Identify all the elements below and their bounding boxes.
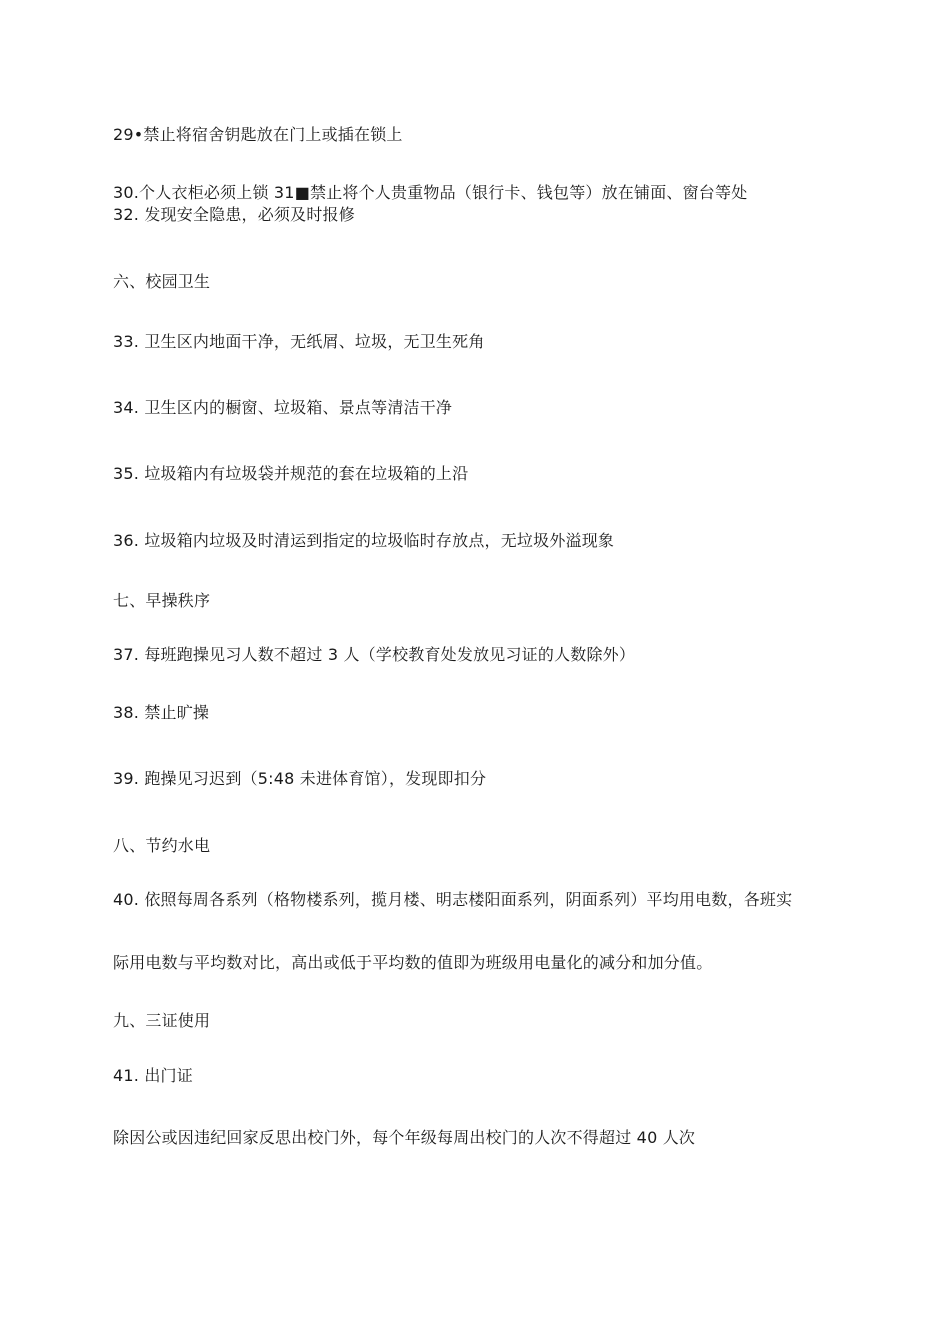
- section-heading-three-certificates: 九、三证使用: [113, 1011, 211, 1030]
- section-heading-morning-exercise: 七、早操秩序: [113, 591, 211, 610]
- rule-40-line-1: 40. 依照每周各系列（格物楼系列，揽月楼、明志楼阳面系列，阴面系列）平均用电数，各班实: [113, 890, 793, 909]
- rule-41: 41. 出门证: [113, 1066, 193, 1085]
- rule-41-detail: 除因公或因违纪回家反思出校门外，每个年级每周出校门的人次不得超过 40 人次: [113, 1128, 696, 1147]
- rule-33: 33. 卫生区内地面干净，无纸屑、垃圾，无卫生死角: [113, 332, 485, 351]
- rule-32: 32. 发现安全隐患，必须及时报修: [113, 205, 355, 224]
- section-heading-save-utilities: 八、节约水电: [113, 836, 211, 855]
- section-heading-campus-hygiene: 六、校园卫生: [113, 272, 211, 291]
- rule-39: 39. 跑操见习迟到（5:48 未进体育馆），发现即扣分: [113, 769, 487, 788]
- rule-40-line-2: 际用电数与平均数对比，高出或低于平均数的值即为班级用电量化的减分和加分值。: [113, 953, 713, 972]
- rule-35: 35. 垃圾箱内有垃圾袋并规范的套在垃圾箱的上沿: [113, 464, 469, 483]
- rule-38: 38. 禁止旷操: [113, 703, 210, 722]
- rule-30-31: 30.个人衣柜必须上锁 31■禁止将个人贵重物品（银行卡、钱包等）放在铺面、窗台等处: [113, 183, 748, 202]
- rule-36: 36. 垃圾箱内垃圾及时清运到指定的垃圾临时存放点，无垃圾外溢现象: [113, 531, 615, 550]
- rule-37: 37. 每班跑操见习人数不超过 3 人（学校教育处发放见习证的人数除外）: [113, 645, 636, 664]
- rule-34: 34. 卫生区内的橱窗、垃圾箱、景点等清洁干净: [113, 398, 453, 417]
- rule-29: 29•禁止将宿舍钥匙放在门上或插在锁上: [113, 125, 403, 144]
